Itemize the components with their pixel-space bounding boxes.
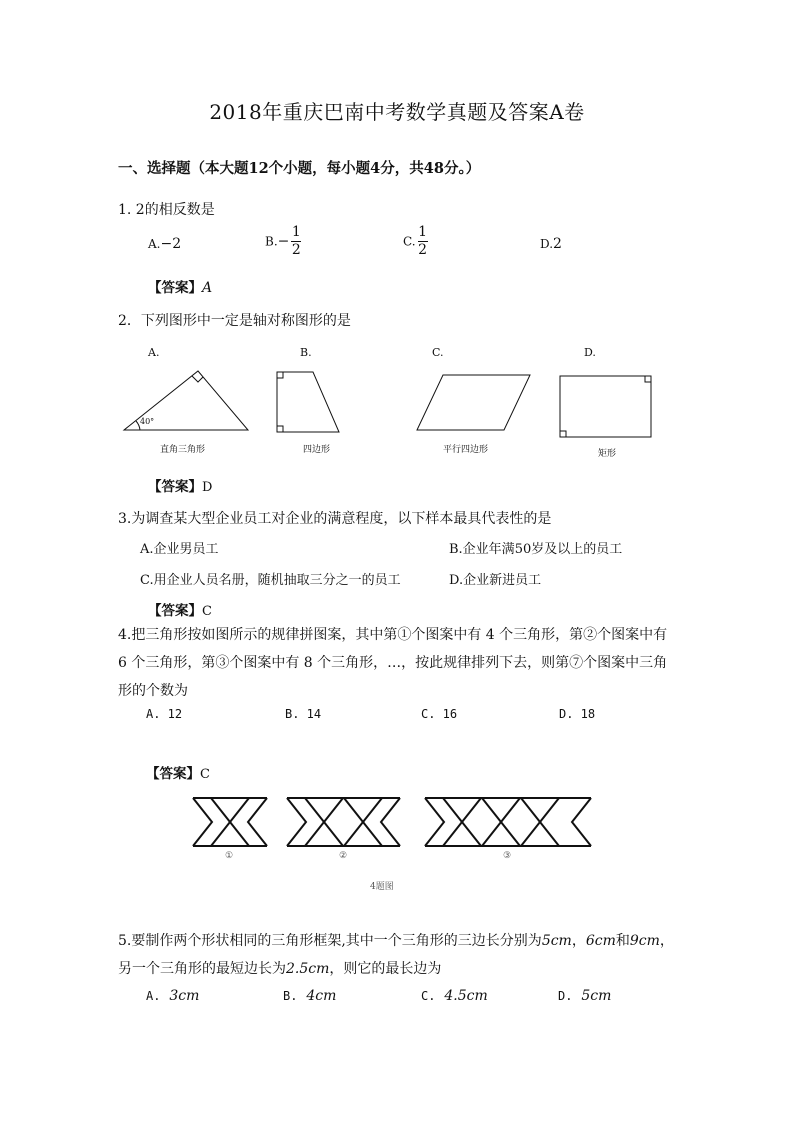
caption-parallelogram: 平行四边形 [443, 445, 489, 455]
q5-option-c: C. 4.5cm [421, 988, 488, 1004]
q1-option-d: D.2 [540, 236, 562, 252]
q2-answer: 【答案】D [148, 479, 213, 495]
caption-rectangle: 矩形 [598, 449, 617, 459]
q5-option-a: A. 3cm [146, 988, 200, 1004]
q1-option-b: B.− $\frac{1}{2}$ [265, 224, 301, 258]
q4-line1: 4.把三角形按如图所示的规律拼图案，其中第①个图案中有 4 个三角形，第②个图案中有 [118, 627, 668, 643]
q2-label-c: C. [432, 346, 444, 359]
q5-option-b: B. 4cm [283, 988, 337, 1004]
q5-line1: 5.要制作两个形状相同的三角形框架,其中一个三角形的三边长分别为5cm，6cm和9cm， [118, 933, 674, 949]
q3-stem: 3.为调查某大型企业员工对企业的满意程度，以下样本最具代表性的是 [118, 511, 552, 527]
q4-option-b: B. 14 [285, 707, 322, 721]
q2-stem: 2．下列图形中一定是轴对称图形的是 [118, 313, 351, 329]
q4-option-d: D. 18 [559, 707, 596, 721]
q4-option-c: C. 16 [421, 707, 458, 721]
pattern-3-label: ③ [503, 851, 512, 861]
q1-option-c: C. $\frac{1}{2}$ [403, 224, 428, 258]
q4-line3: 形的个数为 [118, 683, 188, 699]
q4-figure-caption: 4题图 [370, 882, 394, 892]
caption-quadrilateral: 四边形 [303, 445, 331, 455]
q2-label-d: D. [584, 346, 596, 359]
pattern-2 [287, 798, 400, 846]
q1-answer: 【答案】A [148, 280, 213, 296]
q5-line2: 另一个三角形的最短边长为2.5cm，则它的最长边为 [118, 961, 442, 977]
angle-label: 40° [140, 417, 155, 426]
q4-line2: 6 个三角形，第③个图案中有 8 个三角形，…，按此规律排列下去，则第⑦个图案中三角 [118, 655, 668, 671]
section-heading: 一、选择题（本大题12个小题，每小题4分，共48分。） [118, 160, 481, 177]
q3-option-d: D.企业新进员工 [449, 573, 542, 588]
pattern-1-label: ① [225, 851, 234, 861]
q1-option-a: A.−2 [148, 236, 182, 252]
caption-right-triangle: 直角三角形 [160, 445, 206, 455]
pattern-3 [425, 798, 591, 846]
q5-option-d: D. 5cm [558, 988, 612, 1004]
q1-stem: 1. 2的相反数是 [118, 202, 215, 218]
q3-option-c: C.用企业人员名册，随机抽取三分之一的员工 [140, 573, 401, 588]
q4-answer: 【答案】C [146, 766, 210, 782]
pattern-2-label: ② [339, 851, 348, 861]
q4-option-a: A. 12 [146, 707, 183, 721]
page-title: 2018年重庆巴南中考数学真题及答案A卷 [209, 100, 585, 124]
q2-label-b: B. [300, 346, 312, 359]
q3-option-a: A.企业男员工 [140, 542, 219, 557]
q3-answer: 【答案】C [148, 603, 212, 619]
q2-label-a: A. [148, 346, 160, 359]
pattern-1 [193, 798, 267, 846]
q3-option-b: B.企业年满50岁及以上的员工 [449, 542, 623, 557]
